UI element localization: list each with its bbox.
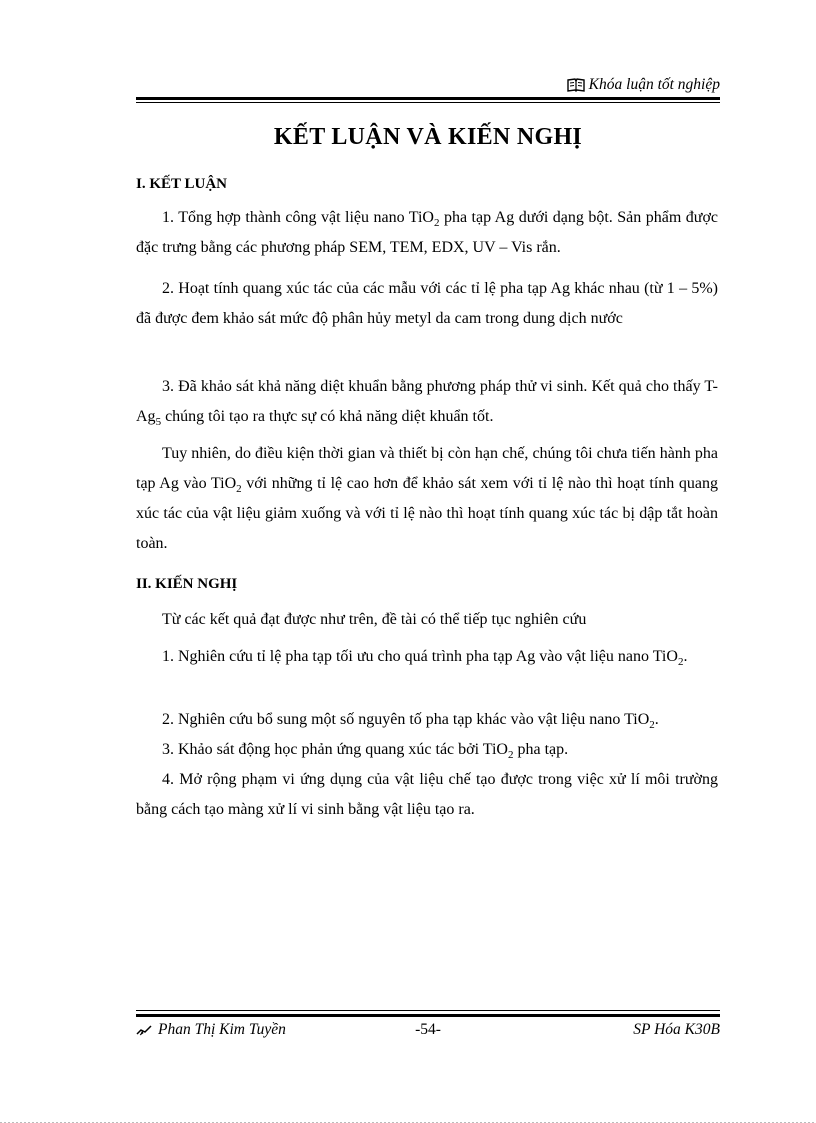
footer-author: Phan Thị Kim Tuyền <box>158 1021 286 1038</box>
page-footer <box>136 1010 720 1040</box>
open-book-icon <box>567 78 585 92</box>
recommendation-item-4: 4. Mở rộng phạm vi ứng dụng của vật liệu chế tạo được trong việc xử lí môi trường bằng cách tạo màng xử lí vi sinh bằng vật liệu tạo ra. <box>136 771 718 818</box>
recommendation-item-3: 3. Khảo sát động học phản ứng quang xúc tác bởi TiO$_2$ pha tạp. <box>162 741 569 761</box>
page-header <box>136 74 720 104</box>
header-rule-thin <box>136 102 720 103</box>
footer-class: SP Hóa K30B <box>633 1021 720 1038</box>
recommendation-item-2: 2. Nghiên cứu bổ sung một số nguyên tố pha tạp khác vào vật liệu nano TiO$_2$. <box>162 711 659 731</box>
header-rule-thick <box>136 97 720 100</box>
section-heading-recommendation: II. KIẾN NGHỊ <box>136 576 238 592</box>
footer-rule-thin <box>136 1010 720 1011</box>
header-title: Khóa luận tốt nghiệp <box>588 76 720 93</box>
conclusion-item-2: 2. Hoạt tính quang xúc tác của các mẫu với các tỉ lệ pha tạp Ag khác nhau (từ 1 – 5%) đã được đem khảo sát mức độ phân hủy metyl da cam trong dung dịch nước <box>136 280 718 327</box>
conclusion-item-3: 3. Đã khảo sát khả năng diệt khuẩn bằng phương pháp thử vi sinh. Kết quả cho thấy $T-Ag_5$ chúng tôi tạo ra thực sự có khả năng diệt khuẩn tốt. <box>136 378 718 428</box>
header-title-group <box>567 76 720 94</box>
section-heading-conclusion: I. KẾT LUẬN <box>136 176 227 192</box>
conclusion-item-1: 1. Tổng hợp thành công vật liệu nano TiO$_2$ pha tạp Ag dưới dạng bột. Sản phẩm được đặc trưng bằng các phương pháp SEM, TEM, EDX, UV – Vis rắn. <box>136 209 719 256</box>
footer-rule-thick <box>136 1014 720 1017</box>
conclusion-note: Tuy nhiên, do điều kiện thời gian và thiết bị còn hạn chế, chúng tôi chưa tiến hành pha tạp Ag vào TiO$_2$ với những tỉ lệ cao hơn để khảo sát xem với tỉ lệ nào thì hoạt tính quang xúc tác của vật liệu giảm xuống và với tỉ lệ nào thì hoạt tính quang xúc tác bị dập tắt hoàn toàn. <box>136 445 718 552</box>
recommendation-item-1: 1. Nghiên cứu tỉ lệ pha tạp tối ưu cho quá trình pha tạp Ag vào vật liệu nano TiO$_2$. <box>162 648 688 668</box>
recommendation-intro: Từ các kết quả đạt được như trên, đề tài có thể tiếp tục nghiên cứu <box>162 611 587 628</box>
page-number: -54- <box>415 1021 441 1038</box>
page-title: KẾT LUẬN VÀ KIẾN NGHỊ <box>273 124 583 150</box>
